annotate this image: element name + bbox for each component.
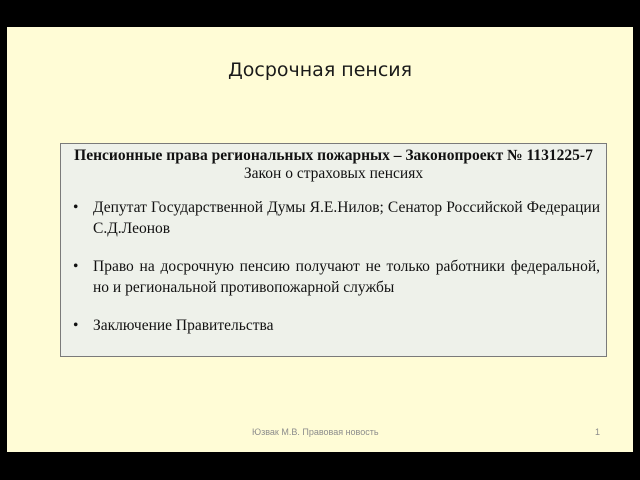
bullet-text: Депутат Государственной Думы Я.Е.Нилов; Сенатор Российской Федерации С.Д.Леонов bbox=[93, 199, 600, 237]
box-subtitle: Закон о страховых пенсиях bbox=[243, 165, 424, 182]
bullet-text: Заключение Правительства bbox=[93, 317, 274, 334]
content-box bbox=[60, 143, 607, 357]
bullet-item bbox=[67, 315, 600, 336]
bullet-dot-icon: • bbox=[73, 258, 79, 275]
bullet-dot-icon: • bbox=[73, 317, 79, 334]
footer-text: Юзвак М.В. Правовая новость bbox=[252, 427, 379, 437]
bullet-item bbox=[67, 197, 600, 239]
slide-title: Досрочная пенсия bbox=[227, 59, 413, 81]
bullet-list bbox=[67, 197, 600, 336]
bullet-text: Право на досрочную пенсию получают не только работники федеральной, но и региональной противопожарной службы bbox=[93, 258, 600, 296]
bullet-item bbox=[67, 256, 600, 298]
box-heading: Пенсионные права региональных пожарных – Законопроект № 1131225-7 bbox=[74, 147, 593, 164]
bullet-dot-icon: • bbox=[73, 199, 79, 216]
page-number: 1 bbox=[595, 427, 601, 437]
box-header bbox=[67, 147, 600, 183]
slide bbox=[7, 27, 633, 452]
